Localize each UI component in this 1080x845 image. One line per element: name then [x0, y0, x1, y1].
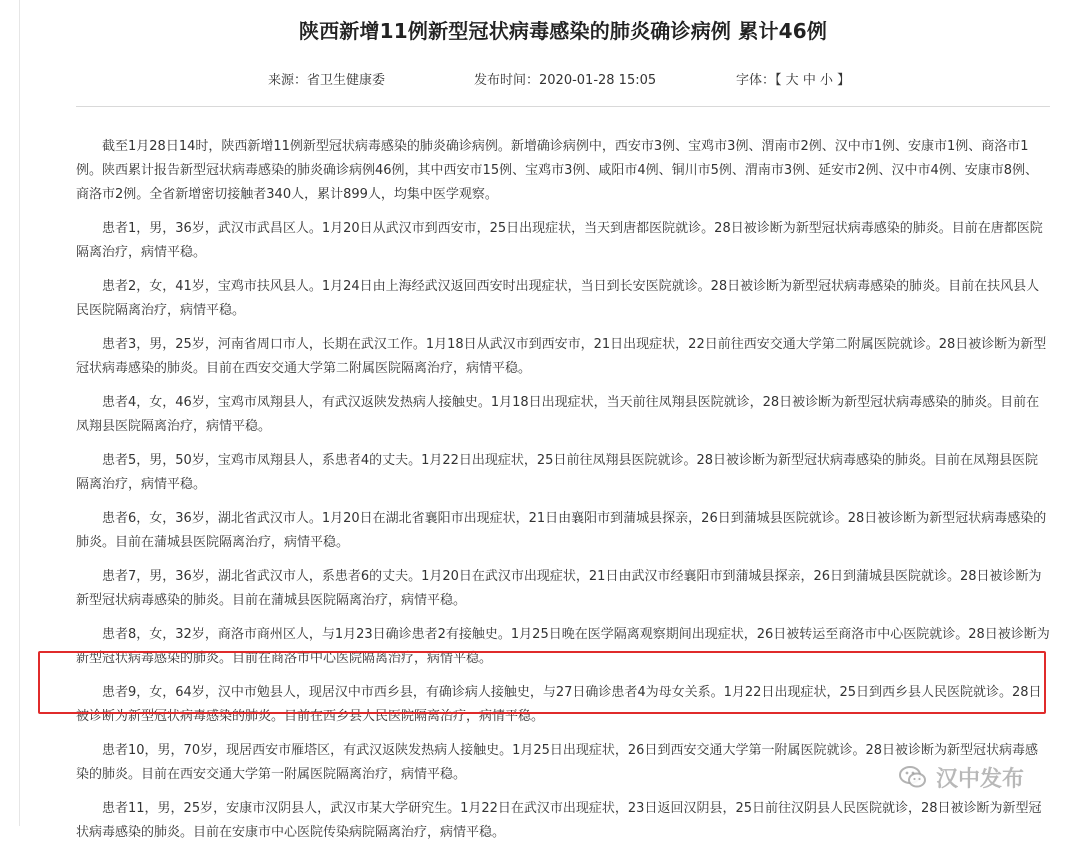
patient-paragraph: 患者4，女，46岁，宝鸡市凤翔县人，有武汉返陕发热病人接触史。1月18日出现症状，当天前往凤翔县医院就诊，28日被诊断为新型冠状病毒感染的肺炎。目前在凤翔县医院隔离治疗，病情平稳。 — [76, 395, 1040, 434]
patient-paragraph: 患者8，女，32岁，商洛市商州区人，与1月23日确诊患者2有接触史。1月25日晚在医学隔离观察期间出现症状，26日被转运至商洛市中心医院就诊。28日被诊断为新型冠状病毒感染的肺炎。目前在商洛市中心医院隔离治疗，病情平稳。 — [76, 627, 1050, 666]
article — [76, 0, 1050, 845]
publish-time: 发布时间：2020-01-28 15:05 — [474, 73, 657, 88]
patient-paragraph: 患者11，男，25岁，安康市汉阴县人，武汉市某大学研究生。1月22日在武汉市出现症状，23日返回汉阴县，25日前往汉阴县人民医院就诊，28日被诊断为新型冠状病毒感染的肺炎。目前在安康市中心医院传染病院隔离治疗，病情平稳。 — [76, 801, 1042, 840]
article-body — [76, 135, 1050, 845]
font-bracket-close: 】 — [837, 73, 851, 88]
article-meta — [76, 68, 1050, 94]
font-size-large-link[interactable]: 大 — [785, 73, 799, 88]
font-size-control — [736, 68, 850, 94]
patient-paragraph: 患者10，男，70岁，现居西安市雁塔区，有武汉返陕发热病人接触史。1月25日出现症状，26日到西安交通大学第一附属医院就诊。28日被诊断为新型冠状病毒感染的肺炎。目前在西安交通大学第一附属医院隔离治疗，病情平稳。 — [76, 743, 1038, 782]
watermark — [898, 760, 1058, 794]
patient-paragraph: 患者1，男，36岁，武汉市武昌区人。1月20日从武汉市到西安市，25日出现症状，当天到唐都医院就诊。28日被诊断为新型冠状病毒感染的肺炎。目前在唐都医院隔离治疗，病情平稳。 — [76, 221, 1043, 260]
font-size-small-link[interactable]: 小 — [819, 73, 833, 88]
patient-paragraph: 患者5，男，50岁，宝鸡市凤翔县人，系患者4的丈夫。1月22日出现症状，25日前往凤翔县医院就诊。28日被诊断为新型冠状病毒感染的肺炎。目前在凤翔县医院隔离治疗，病情平稳。 — [76, 453, 1038, 492]
page-left-border — [19, 0, 20, 826]
font-bracket-open: 【 — [775, 73, 782, 88]
font-size-label: 字体： — [736, 73, 776, 88]
patient-paragraph: 患者7，男，36岁，湖北省武汉市人，系患者6的丈夫。1月20日在武汉市出现症状，21日由武汉市经襄阳市到蒲城县探亲，26日到蒲城县医院就诊。28日被诊断为新型冠状病毒感染的肺炎。目前在蒲城县医院隔离治疗，病情平稳。 — [76, 569, 1042, 608]
patient-paragraph: 患者3，男，25岁，河南省周口市人，长期在武汉工作。1月18日从武汉市到西安市，21日出现症状，22日前往西安交通大学第二附属医院就诊。28日被诊断为新型冠状病毒感染的肺炎。目前在西安交通大学第二附属医院隔离治疗，病情平稳。 — [76, 337, 1047, 376]
title-divider — [76, 106, 1050, 107]
font-size-medium-link[interactable]: 中 — [802, 73, 816, 88]
wechat-icon — [898, 762, 928, 792]
watermark-text: 汉中发布 — [936, 766, 1025, 792]
patient-paragraph: 患者6，女，36岁，湖北省武汉市人。1月20日在湖北省襄阳市出现症状，21日由襄阳市到蒲城县探亲，26日到蒲城县医院就诊。28日被诊断为新型冠状病毒感染的肺炎。目前在蒲城县医院隔离治疗，病情平稳。 — [76, 511, 1047, 550]
article-title: 陕西新增11例新型冠状病毒感染的肺炎确诊病例 累计46例 — [298, 19, 828, 43]
summary-paragraph: 截至1月28日14时，陕西新增11例新型冠状病毒感染的肺炎确诊病例。新增确诊病例中，西安市3例、宝鸡市3例、渭南市2例、汉中市1例、安康市1例、商洛市1例。陕西累计报告新型冠状病毒感染的肺炎确诊病例46例，其中西安市15例、宝鸡市3例、咸阳市4例、铜川市5例、渭南市3例、延安市2例、汉中市4例、安康市8例、商洛市2例。全省新增密切接触者340人，累计899人，均集中医学观察。 — [76, 139, 1038, 202]
article-source: 来源：省卫生健康委 — [268, 73, 386, 88]
patient-paragraph: 患者2，女，41岁，宝鸡市扶风县人。1月24日由上海经武汉返回西安时出现症状，当日到长安医院就诊。28日被诊断为新型冠状病毒感染的肺炎。目前在扶风县人民医院隔离治疗，病情平稳。 — [76, 279, 1040, 318]
patient-paragraph-highlighted: 患者9，女，64岁，汉中市勉县人，现居汉中市西乡县，有确诊病人接触史，与27日确诊患者4为母女关系。1月22日出现症状，25日到西乡县人民医院就诊。28日被诊断为新型冠状病毒感染的肺炎。目前在西乡县人民医院隔离治疗，病情平稳。 — [76, 685, 1042, 724]
